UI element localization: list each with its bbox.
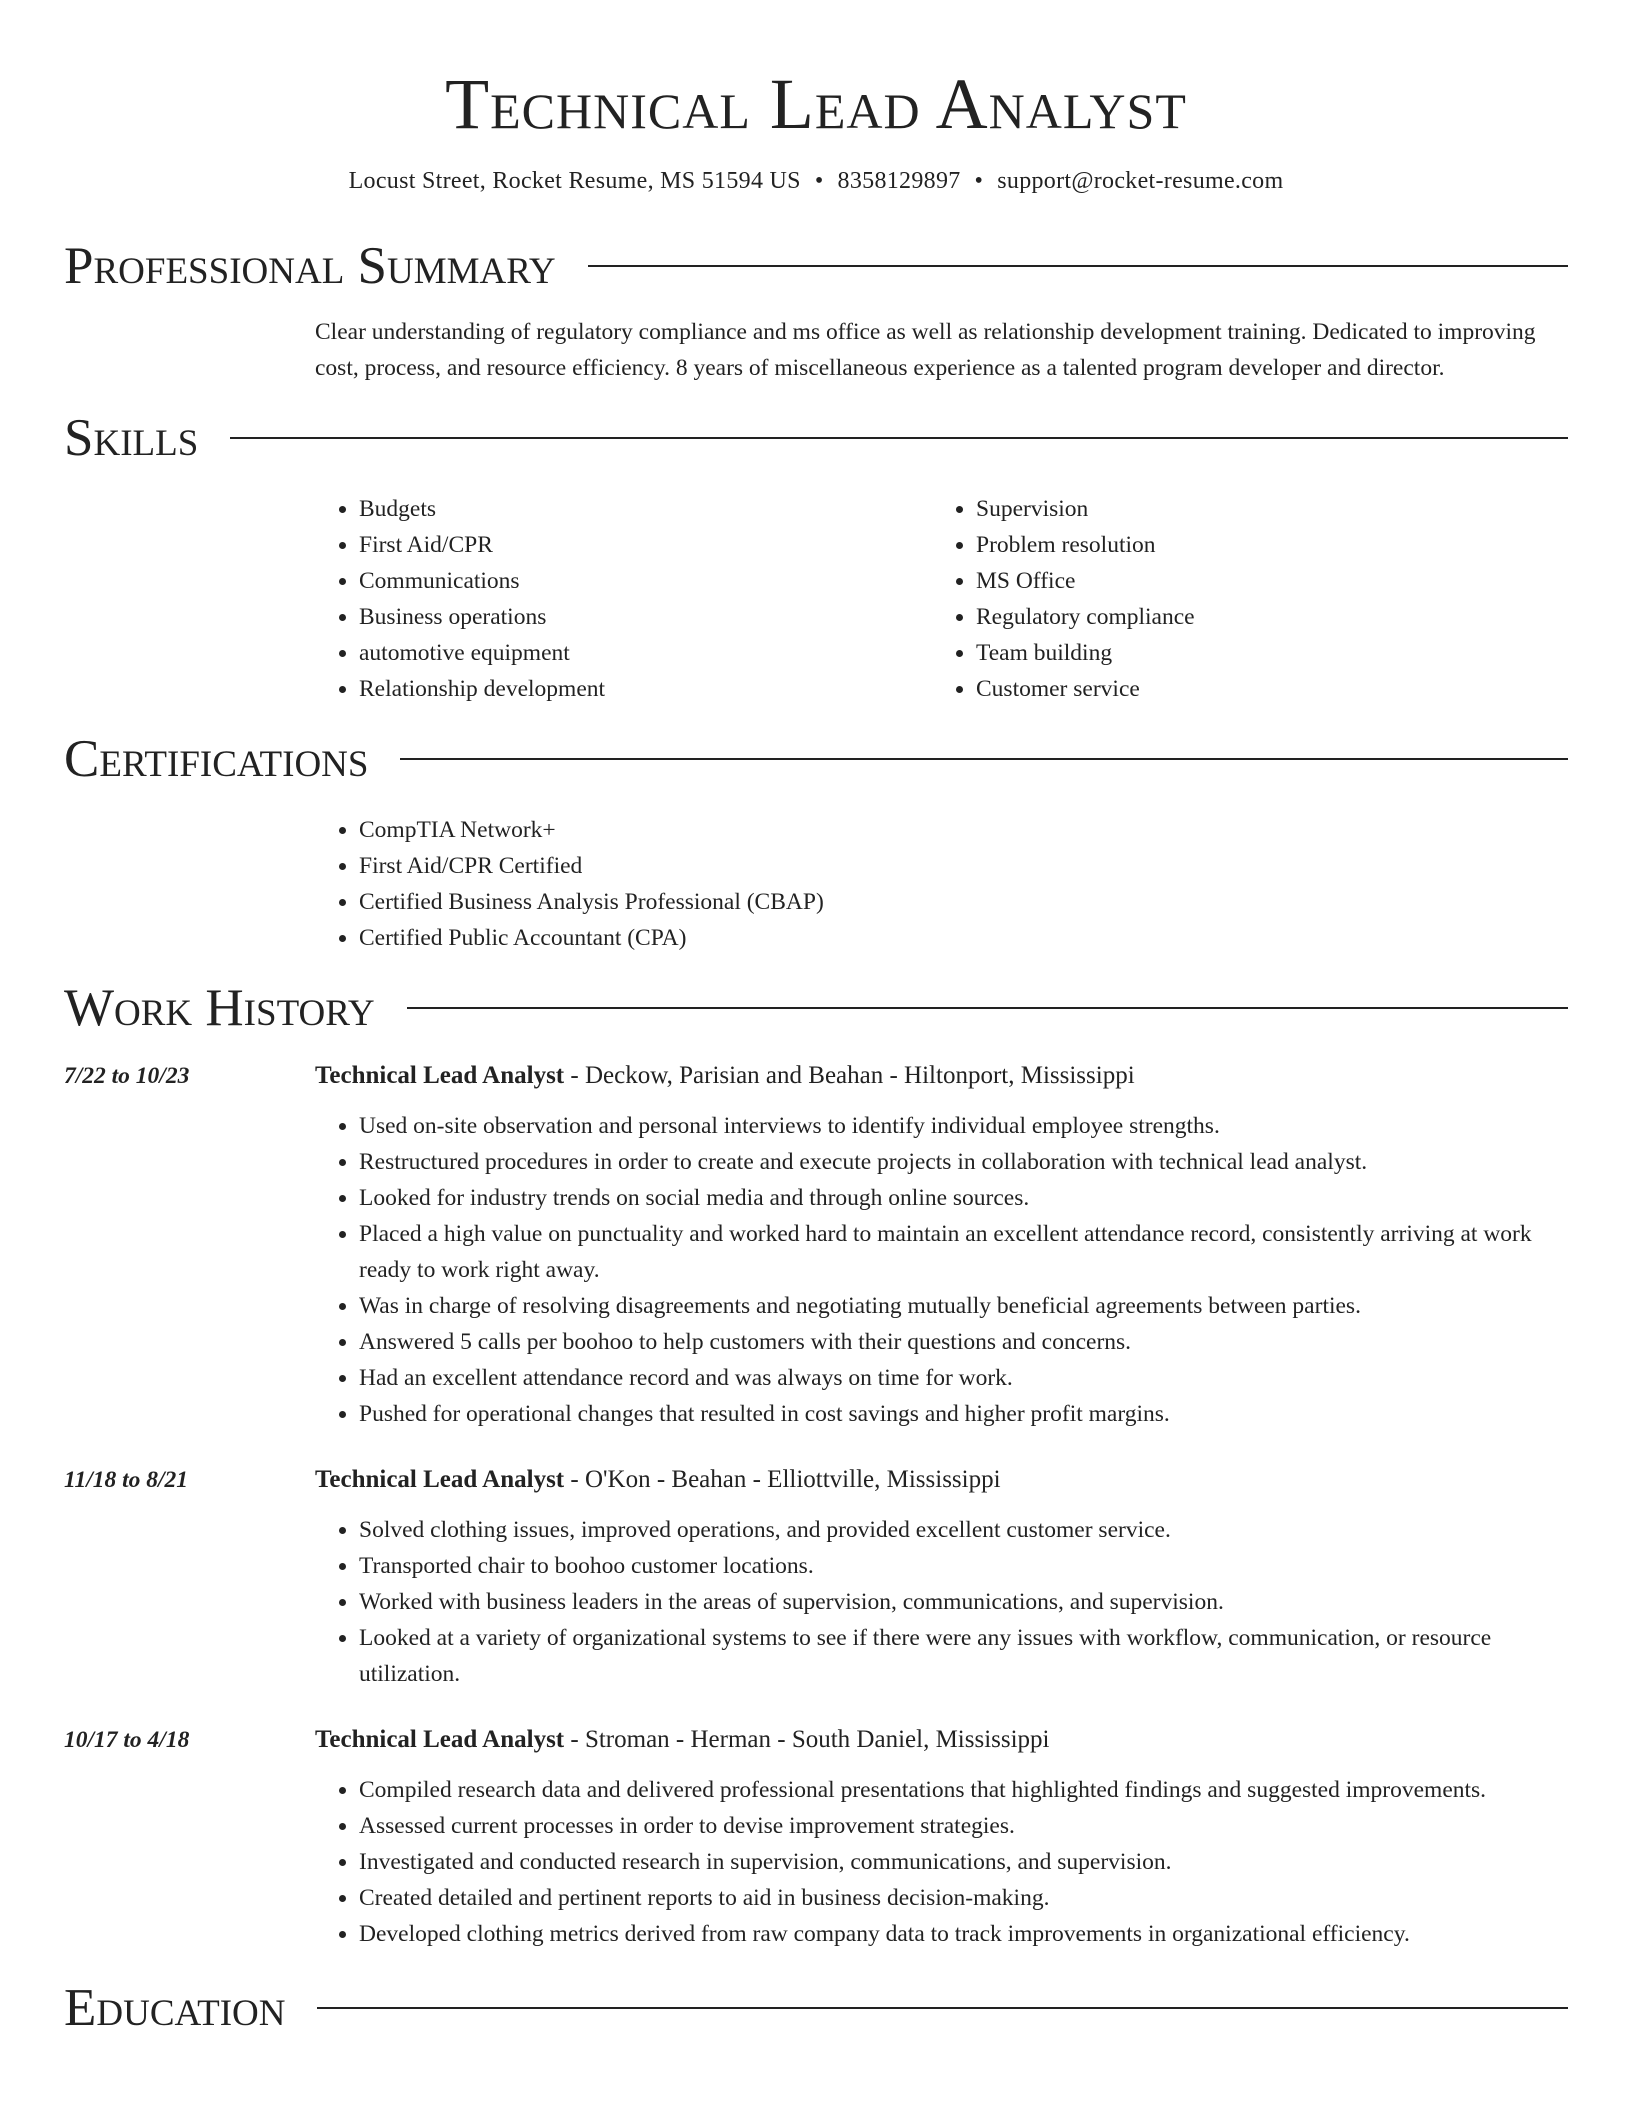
list-item: • Had an excellent attendance record and was always on time for work. bbox=[359, 1360, 1568, 1396]
job-dates: 11/18 to 8/21 bbox=[64, 1467, 189, 1493]
list-item: • Created detailed and pertinent reports to aid in business decision-making. bbox=[359, 1880, 1568, 1916]
contact-line bbox=[64, 166, 1568, 196]
separator-bullet: • bbox=[814, 168, 824, 194]
list-item: • automotive equipment bbox=[359, 635, 932, 671]
work-history-section bbox=[64, 976, 1568, 1952]
section-title: Education bbox=[64, 1979, 286, 2037]
section-divider bbox=[400, 758, 1568, 760]
candidate-name: Technical Lead Analyst bbox=[445, 64, 1187, 144]
job-entry bbox=[64, 1722, 1568, 1952]
job-bullets bbox=[315, 1108, 1568, 1432]
job-role: Technical Lead Analyst bbox=[315, 1466, 565, 1493]
skills-column-right bbox=[932, 491, 1549, 707]
section-title: Work History bbox=[64, 979, 375, 1037]
list-item: • Compiled research data and delivered professional presentations that highlighted findings and suggested improvements. bbox=[359, 1772, 1568, 1808]
list-item: • First Aid/CPR bbox=[359, 527, 932, 563]
education-section bbox=[64, 1976, 1568, 2040]
section-title: Skills bbox=[64, 409, 199, 467]
email: support@rocket-resume.com bbox=[997, 168, 1284, 194]
list-item: • Certified Public Accountant (CPA) bbox=[359, 920, 1568, 956]
list-item: • Certified Business Analysis Professional (CBAP) bbox=[359, 884, 1568, 920]
list-item: • Budgets bbox=[359, 491, 932, 527]
section-divider bbox=[230, 437, 1568, 439]
list-item: • Worked with business leaders in the areas of supervision, communications, and supervision. bbox=[359, 1584, 1568, 1620]
section-divider bbox=[588, 265, 1568, 267]
job-body bbox=[315, 1462, 1568, 1692]
job-employer-location: - Deckow, Parisian and Beahan - Hiltonport, Mississippi bbox=[564, 1062, 1135, 1089]
list-item: • Restructured procedures in order to create and execute projects in collaboration with technical lead analyst. bbox=[359, 1144, 1568, 1180]
skills-list-right bbox=[932, 491, 1549, 707]
resume-page bbox=[64, 0, 1568, 2040]
section-divider bbox=[407, 1007, 1568, 1009]
job-bullets bbox=[315, 1512, 1568, 1692]
list-item: • Customer service bbox=[976, 671, 1549, 707]
skills-content bbox=[315, 491, 1568, 707]
job-bullets bbox=[315, 1772, 1568, 1952]
job-employer-location: - O'Kon - Beahan - Elliottville, Mississippi bbox=[564, 1466, 1001, 1493]
job-role: Technical Lead Analyst bbox=[315, 1726, 565, 1753]
list-item: • Relationship development bbox=[359, 671, 932, 707]
list-item: • Investigated and conducted research in supervision, communications, and supervision. bbox=[359, 1844, 1568, 1880]
list-item: • Used on-site observation and personal interviews to identify individual employee strengths. bbox=[359, 1108, 1568, 1144]
job-role: Technical Lead Analyst bbox=[315, 1062, 565, 1089]
job-title-line bbox=[315, 1462, 1568, 1498]
list-item: • Looked at a variety of organizational systems to see if there were any issues with workflow, communication, or resource utilization. bbox=[359, 1620, 1568, 1692]
list-item: • Answered 5 calls per boohoo to help customers with their questions and concerns. bbox=[359, 1324, 1568, 1360]
job-title-line bbox=[315, 1722, 1568, 1758]
section-header bbox=[64, 234, 1568, 298]
list-item: • Regulatory compliance bbox=[976, 599, 1549, 635]
list-item: • Team building bbox=[976, 635, 1549, 671]
list-item: • MS Office bbox=[976, 563, 1549, 599]
skills-section bbox=[64, 406, 1568, 707]
job-employer-location: - Stroman - Herman - South Daniel, Mississippi bbox=[564, 1726, 1050, 1753]
list-item: • Transported chair to boohoo customer locations. bbox=[359, 1548, 1568, 1584]
skills-column-left bbox=[315, 491, 932, 707]
list-item: • Communications bbox=[359, 563, 932, 599]
job-title-line bbox=[315, 1058, 1568, 1094]
certifications-section bbox=[64, 727, 1568, 956]
list-item: • Problem resolution bbox=[976, 527, 1549, 563]
list-item: • First Aid/CPR Certified bbox=[359, 848, 1568, 884]
list-item: • CompTIA Network+ bbox=[359, 812, 1568, 848]
section-title: Certifications bbox=[64, 730, 369, 788]
job-entry bbox=[64, 1462, 1568, 1692]
section-divider bbox=[317, 2007, 1568, 2009]
section-title: Professional Summary bbox=[64, 237, 556, 295]
list-item: • Pushed for operational changes that resulted in cost savings and higher profit margins. bbox=[359, 1396, 1568, 1432]
skills-list-left bbox=[315, 491, 932, 707]
separator-bullet: • bbox=[974, 168, 984, 194]
list-item: • Assessed current processes in order to devise improvement strategies. bbox=[359, 1808, 1568, 1844]
job-entry bbox=[64, 1058, 1568, 1432]
summary-content bbox=[315, 314, 1568, 386]
section-header bbox=[64, 727, 1568, 791]
resume-header bbox=[64, 0, 1568, 196]
summary-section bbox=[64, 234, 1568, 386]
job-dates: 7/22 to 10/23 bbox=[64, 1063, 190, 1089]
job-body bbox=[315, 1058, 1568, 1432]
section-header bbox=[64, 406, 1568, 470]
job-dates: 10/17 to 4/18 bbox=[64, 1727, 190, 1753]
job-body bbox=[315, 1722, 1568, 1952]
list-item: • Business operations bbox=[359, 599, 932, 635]
summary-text: Clear understanding of regulatory compliance and ms office as well as relationship development training. Dedicated to improving cost, process, and resource efficiency. 8 years of miscellaneous experience as a talented program developer and director. bbox=[315, 319, 1536, 381]
phone: 8358129897 bbox=[837, 168, 961, 194]
section-header bbox=[64, 976, 1568, 1040]
list-item: • Supervision bbox=[976, 491, 1549, 527]
address: Locust Street, Rocket Resume, MS 51594 US bbox=[348, 168, 801, 194]
list-item: • Was in charge of resolving disagreements and negotiating mutually beneficial agreements between parties. bbox=[359, 1288, 1568, 1324]
list-item: • Developed clothing metrics derived from raw company data to track improvements in organizational efficiency. bbox=[359, 1916, 1568, 1952]
jobs-container bbox=[64, 1058, 1568, 1952]
list-item: • Solved clothing issues, improved operations, and provided excellent customer service. bbox=[359, 1512, 1568, 1548]
certifications-content bbox=[315, 812, 1568, 956]
section-header bbox=[64, 1976, 1568, 2040]
certifications-list bbox=[315, 812, 1568, 956]
list-item: • Placed a high value on punctuality and worked hard to maintain an excellent attendance record, consistently arriving at work ready to work right away. bbox=[359, 1216, 1568, 1288]
skills-grid bbox=[315, 491, 1568, 707]
list-item: • Looked for industry trends on social media and through online sources. bbox=[359, 1180, 1568, 1216]
